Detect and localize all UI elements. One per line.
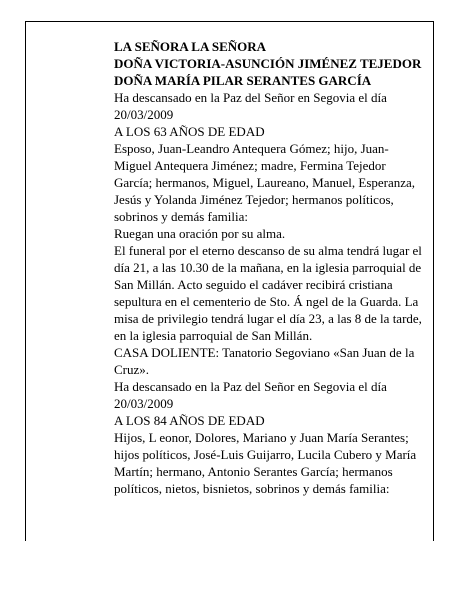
frame-right-border [433, 21, 434, 541]
notice1-funeral: El funeral por el eterno descanso de su alma tendrá lugar el día 21, a las 10.30 de la mañana, en la iglesia parroquial de San Millán. Acto seguido el cadáver recibirá cristiana sepultura en el cementerio de Sto. Á ngel de la Guarda. La misa de privilegio tendrá lugar el día 23, a las 8 de la tarde, en la iglesia parroquial de San Millán. [114, 243, 422, 343]
notice1-house: CASA DOLIENTE: Tanatorio Segoviano «San Juan de la Cruz». [114, 345, 415, 377]
obituary-heading-names: DOÑA VICTORIA-ASUNCIÓN JIMÉNEZ TEJEDOR DOÑA MARÍA PILAR SERANTES GARCÍA [114, 56, 422, 88]
frame-left-border [25, 21, 26, 541]
obituary-column [114, 38, 426, 497]
notice1-age: A LOS 63 AÑOS DE EDAD [114, 124, 265, 139]
frame-top-border [25, 21, 434, 22]
notice2-age: A LOS 84 AÑOS DE EDAD [114, 413, 265, 428]
obituary-heading-line1: LA SEÑORA LA SEÑORA [114, 39, 267, 54]
notice1-family: Esposo, Juan-Leandro Antequera Gómez; hijo, Juan-Miguel Antequera Jiménez; madre, Fermina Tejedor García; hermanos, Miguel, Laureano, Manuel, Esperanza, Jesús y Yolanda Jiménez Tejedor; hermanos políticos, sobrinos y demás familia: [114, 141, 416, 224]
notice2-family: Hijos, L eonor, Dolores, Mariano y Juan María Serantes; hijos políticos, José-Luis Guijarro, Lucila Cubero y María Martín; hermano, Antonio Serantes García; hermanos políticos, nietos, bisnietos, sobrinos y demás familia: [114, 430, 417, 496]
notice2-death-text: Ha descansado en la Paz del Señor en Segovia el día 20/03/2009 [114, 379, 387, 411]
notice1-prayer: Ruegan una oración por su alma. [114, 226, 286, 241]
notice1-death-text: Ha descansado en la Paz del Señor en Segovia el día 20/03/2009 [114, 90, 387, 122]
